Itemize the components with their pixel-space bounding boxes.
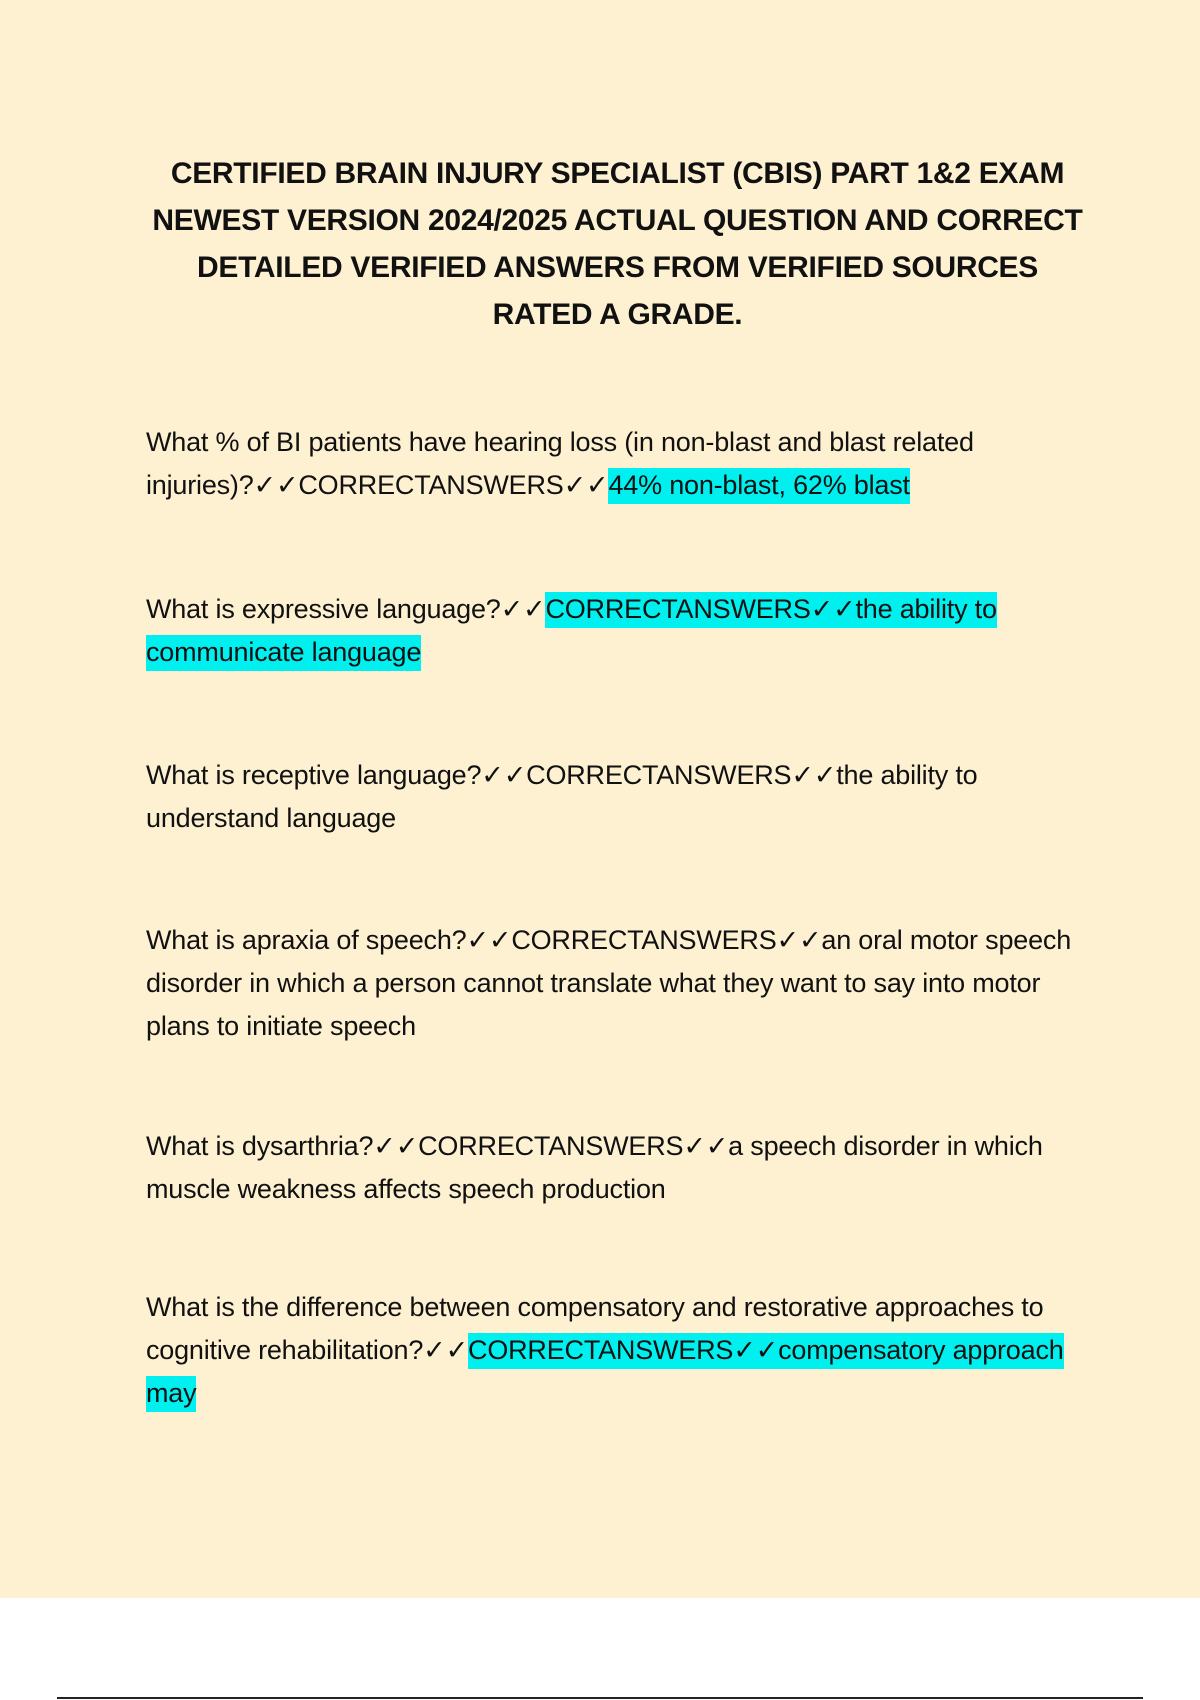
footer-divider [57, 1697, 1143, 1699]
question-text: What is the difference between compensatory and restorative approaches to cognitive rehabilitation?✓✓ [146, 1292, 1044, 1365]
highlighted-answer: 44% non-blast, 62% blast [608, 468, 909, 504]
highlighted-answer: CORRECTANSWERS✓✓compensatory approach may [146, 1333, 1064, 1412]
qa-item-dysarthria [146, 1125, 1076, 1211]
qa-item-expressive-language [146, 588, 1076, 674]
document-title: CERTIFIED BRAIN INJURY SPECIALIST (CBIS) PART 1&2 EXAM NEWEST VERSION 2024/2025 ACTUAL QUESTION AND CORRECT DETAILED VERIFIED ANSWERS FROM VERIFIED SOURCES RATED A GRADE. [152, 157, 1083, 331]
qa-item-apraxia-of-speech [146, 919, 1076, 1048]
question-text: What is apraxia of speech?✓✓CORRECTANSWERS✓✓an oral motor speech disorder in which a person cannot translate what they want to say into motor plans to initiate speech [146, 925, 1072, 1041]
qa-item-compensatory-vs-restorative [146, 1286, 1076, 1415]
qa-item-hearing-loss [146, 421, 1076, 507]
question-text: What is dysarthria?✓✓CORRECTANSWERS✓✓a speech disorder in which muscle weakness affects speech production [146, 1131, 1043, 1204]
question-text: What is expressive language?✓✓ [146, 594, 546, 624]
qa-item-receptive-language [146, 754, 1076, 840]
question-text: What is receptive language?✓✓CORRECTANSWERS✓✓the ability to understand language [146, 760, 978, 833]
question-text: What % of BI patients have hearing loss (in non-blast and blast related injuries)?✓✓CORRECTANSWERS✓✓ [146, 427, 974, 500]
highlighted-answer: CORRECTANSWERS✓✓the ability to communicate language [146, 592, 997, 671]
